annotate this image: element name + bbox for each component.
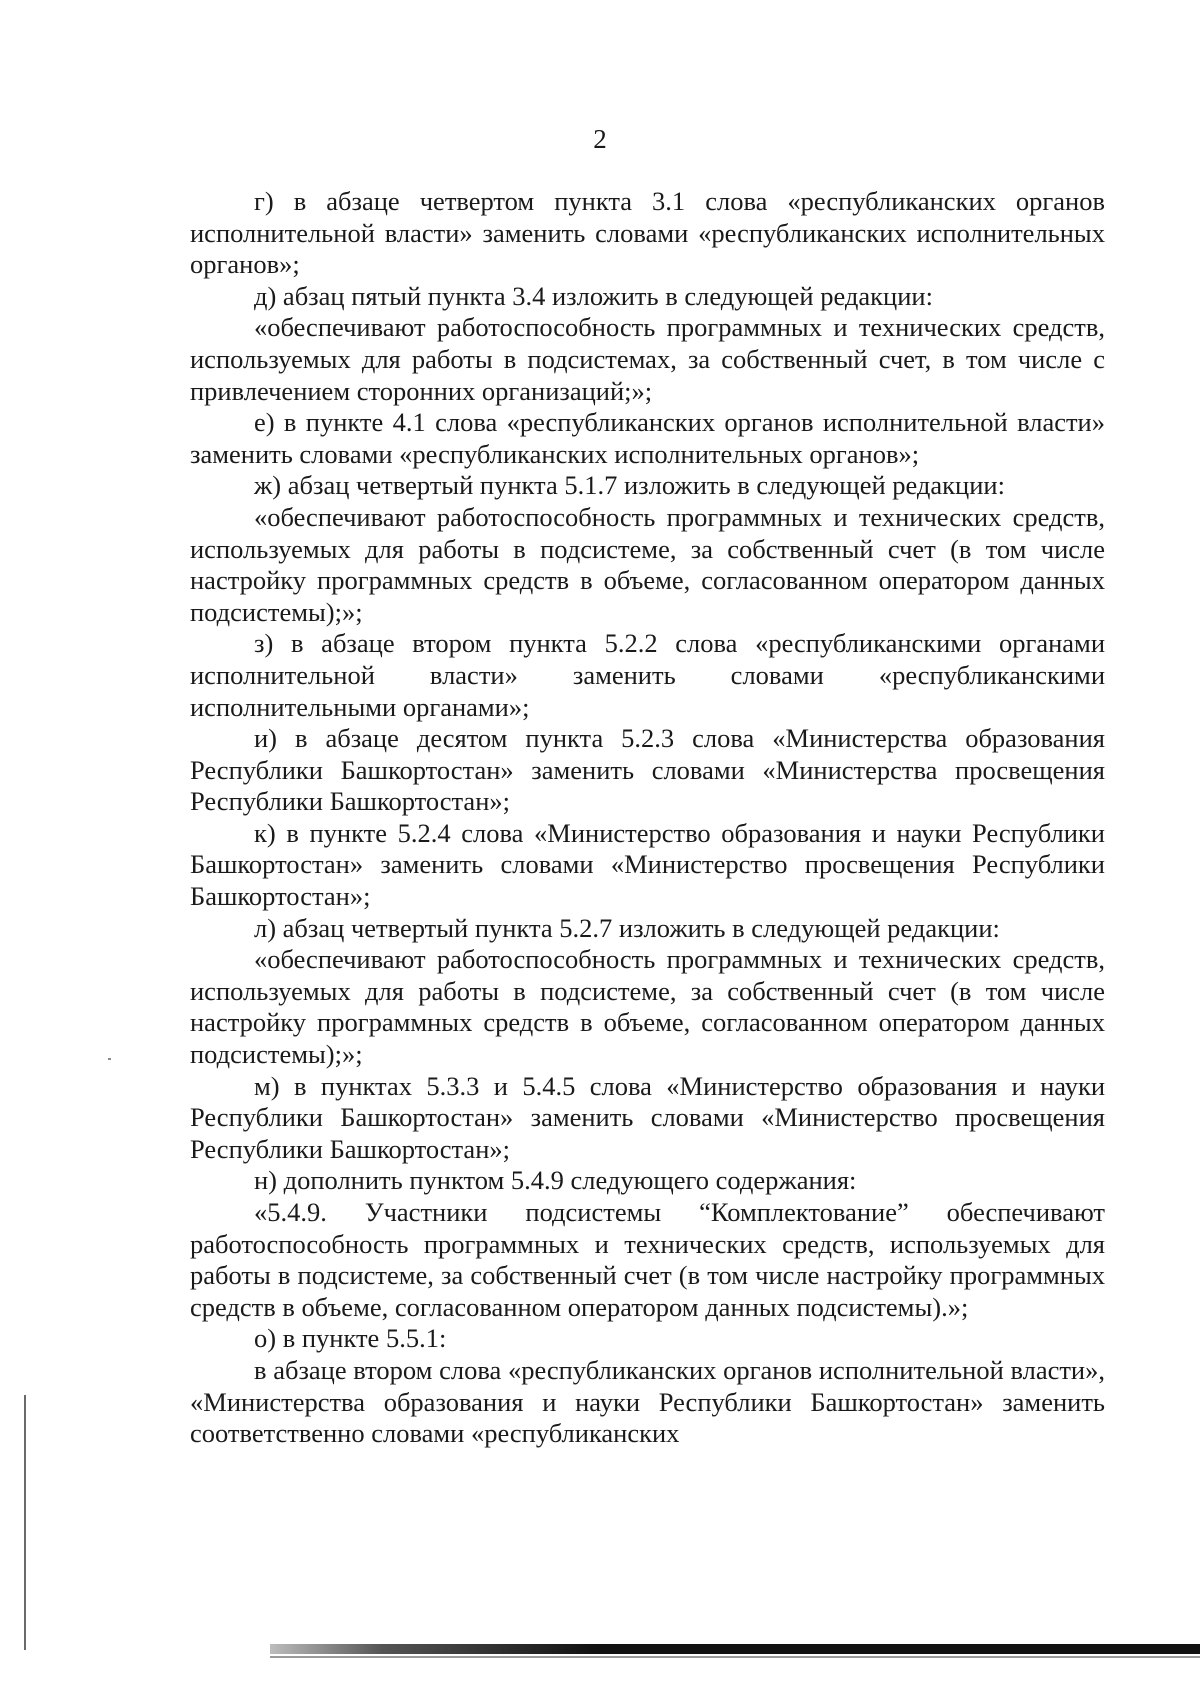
scan-edge-line (24, 1395, 26, 1650)
paragraph-o-detail: в абзаце втором слова «республиканских органов исполнительной власти», «Министерства образования и науки Республики Башкортостан» заменить соответственно словами «республиканских (190, 1354, 1105, 1449)
paragraph-z: з) в абзаце втором пункта 5.2.2 слова «республиканскими органами исполнительной власти» заменить словами «республиканскими исполнительными органами»; (190, 628, 1105, 722)
paragraph-o: о) в пункте 5.5.1: (254, 1323, 447, 1354)
page-number: 2 (593, 124, 607, 154)
paragraph-n: н) дополнить пунктом 5.4.9 следующего содержания: (254, 1165, 857, 1196)
paragraph-d-quote: «обеспечивают работоспособность программных и технических средств, используемых для работы в подсистемах, за собственный счет, в том числе с привлечением сторонних организаций;»; (190, 312, 1105, 406)
paragraph-g: г) в абзаце четвертом пункта 3.1 слова «республиканских органов исполнительной власти» заменить словами «республиканских исполнительных органов»; (190, 186, 1105, 280)
paragraph-i: и) в абзаце десятом пункта 5.2.3 слова «Министерства образования Республики Башкортостан» заменить словами «Министерства просвещения Республики Башкортостан»; (190, 723, 1105, 817)
paragraph-zh-quote: «обеспечивают работоспособность программных и технических средств, используемых для работы в подсистеме, за собственный счет (в том числе настройку программных средств в объеме, согласованном оператором данных подсистемы);»; (190, 501, 1105, 627)
paragraph-d: д) абзац пятый пункта 3.4 изложить в следующей редакции: (254, 280, 933, 311)
paragraph-e: е) в пункте 4.1 слова «республиканских органов исполнительной власти» заменить словами «республиканских исполнительных органов»; (190, 407, 1105, 469)
paragraph-n-quote: «5.4.9. Участники подсистемы “Комплектование” обеспечивают работоспособность программных и технических средств, используемых для работы в подсистеме, за собственный счет (в том числе настройку программных средств в объеме, согласованном оператором данных подсистемы).»; (190, 1197, 1105, 1322)
scan-bottom-edge (270, 1644, 1200, 1654)
scan-speck (108, 1058, 111, 1060)
document-body (190, 186, 1105, 1450)
paragraph-l: л) абзац четвертый пункта 5.2.7 изложить в следующей редакции: (254, 912, 1000, 943)
paragraph-zh: ж) абзац четвертый пункта 5.1.7 изложить в следующей редакции: (254, 470, 1005, 501)
paragraph-l-quote: «обеспечивают работоспособность программных и технических средств, используемых для работы в подсистеме, за собственный счет (в том числе настройку программных средств в объеме, согласованном оператором данных подсистемы);»; (190, 944, 1105, 1070)
paragraph-m: м) в пунктах 5.3.3 и 5.4.5 слова «Министерство образования и науки Республики Башкортостан» заменить словами «Министерство просвещения Республики Башкортостан»; (190, 1070, 1105, 1164)
scan-bottom-edge-thin (270, 1656, 1200, 1658)
paragraph-k: к) в пункте 5.2.4 слова «Министерство образования и науки Республики Башкортостан» заменить словами «Министерство просвещения Республики Башкортостан»; (190, 817, 1105, 912)
